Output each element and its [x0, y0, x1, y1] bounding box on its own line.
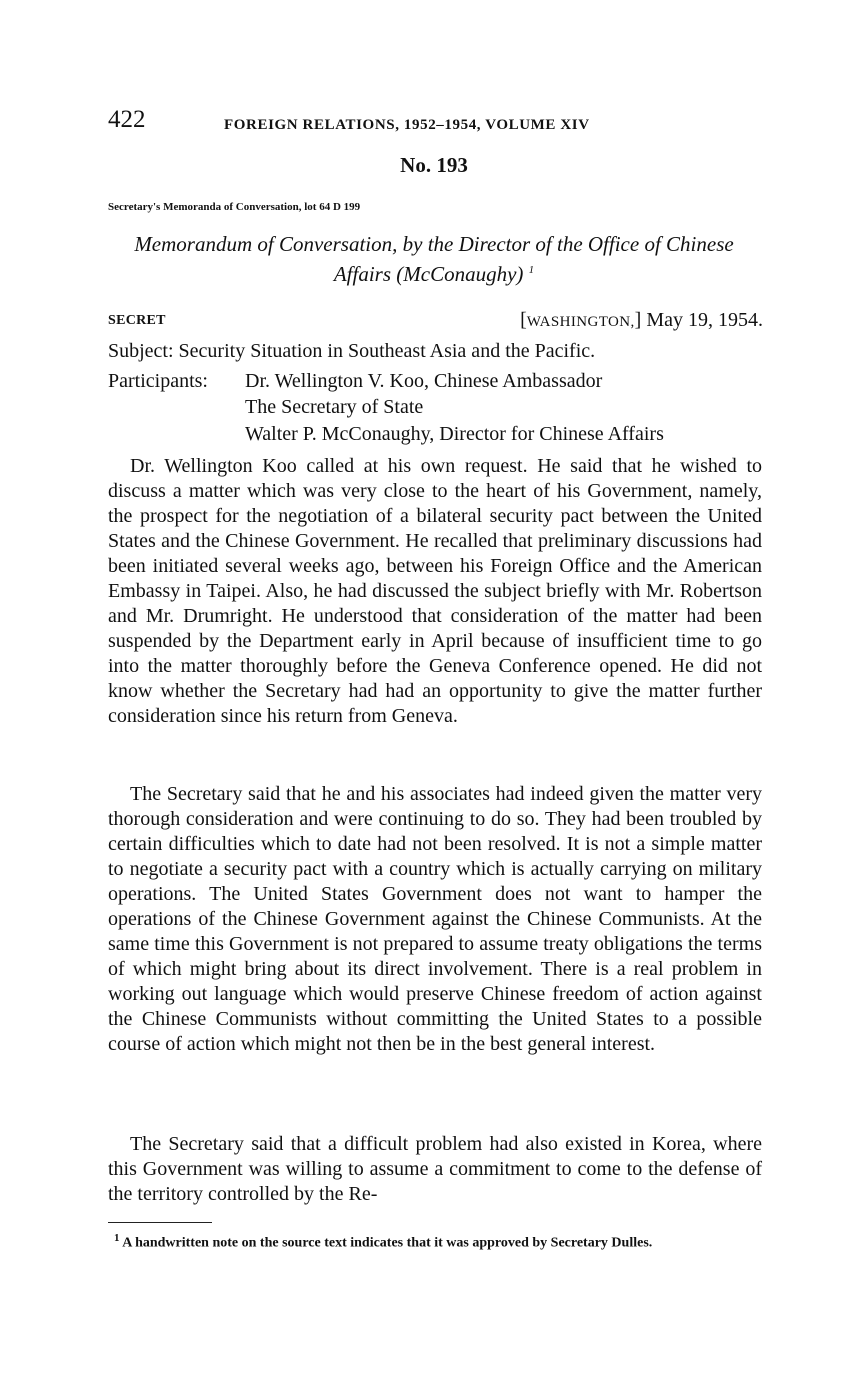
page-number: 422 — [108, 106, 146, 133]
source-citation: Secretary's Memoranda of Conversation, lot 64 D 199 — [108, 201, 361, 213]
body-paragraph: The Secretary said that he and his associates had indeed given the matter very thorough consideration and were continuing to do so. They had been troubled by certain difficulties which to date had not been resolved. It is not a simple matter to negotiate a security pact with a country which is actually carrying on military operations. The United States Government does not want to hamper the operations of the Chinese Government against the Chinese Communists. At the same time this Government is not prepared to assume treaty obligations the terms of which might bring about its direct involvement. There is a real problem in working out language which would preserve Chinese freedom of action against the Chinese Communists without committing the United States to a possible course of action which might not then be in the best general interest. — [108, 783, 762, 1055]
running-head: FOREIGN RELATIONS, 1952–1954, VOLUME XIV — [224, 117, 590, 133]
participants-label: Participants: — [108, 370, 208, 392]
classification-marking: SECRET — [108, 313, 166, 328]
footnote-reference: 1 — [528, 264, 535, 276]
place: WASHINGTON, — [526, 314, 635, 330]
document-title-text: Memorandum of Conversation, by the Director of the Office of Chinese Affairs (McConaughy) — [134, 232, 734, 286]
participant-koo: Dr. Wellington V. Koo, Chinese Ambassador — [245, 370, 603, 392]
place-bracket-close: ] — [634, 309, 642, 331]
footnote — [108, 1229, 762, 1253]
place-bracket-open: [ — [520, 309, 527, 331]
participant-mcconaughy: Walter P. McConaughy, Director for Chinese Affairs — [245, 423, 664, 445]
participant-secretary: The Secretary of State — [245, 396, 424, 418]
footnote-mark: 1 — [114, 1232, 120, 1244]
subject-line: Subject: Security Situation in Southeast Asia and the Pacific. — [108, 340, 596, 362]
footnote-divider — [108, 1222, 212, 1223]
body-paragraph: The Secretary said that a difficult problem had also existed in Korea, where this Government was willing to assume a commitment to come to the defense of the territory controlled by the Re- — [108, 1133, 762, 1205]
document-title — [108, 231, 760, 287]
date: May 19, 1954. — [646, 309, 763, 331]
document-number: No. 193 — [400, 153, 468, 177]
footnote-text: A handwritten note on the source text indicates that it was approved by Secretary Dulles. — [122, 1235, 653, 1251]
body-paragraph: Dr. Wellington Koo called at his own request. He said that he wished to discuss a matter which was very close to the heart of his Government, namely, the prospect for the negotiation of a bilateral security pact between the United States and the Chinese Government. He recalled that preliminary discussions had been initiated several weeks ago, between his Foreign Office and the American Embassy in Taipei. Also, he had discussed the subject briefly with Mr. Robertson and Mr. Drumright. He understood that consideration of the matter had been suspended by the Department early in April because of insufficient time to go into the matter thoroughly before the Geneva Conference opened. He did not know whether the Secretary had had an opportunity to give the matter further consideration since his return from Geneva. — [108, 455, 762, 727]
dateline — [520, 309, 763, 332]
